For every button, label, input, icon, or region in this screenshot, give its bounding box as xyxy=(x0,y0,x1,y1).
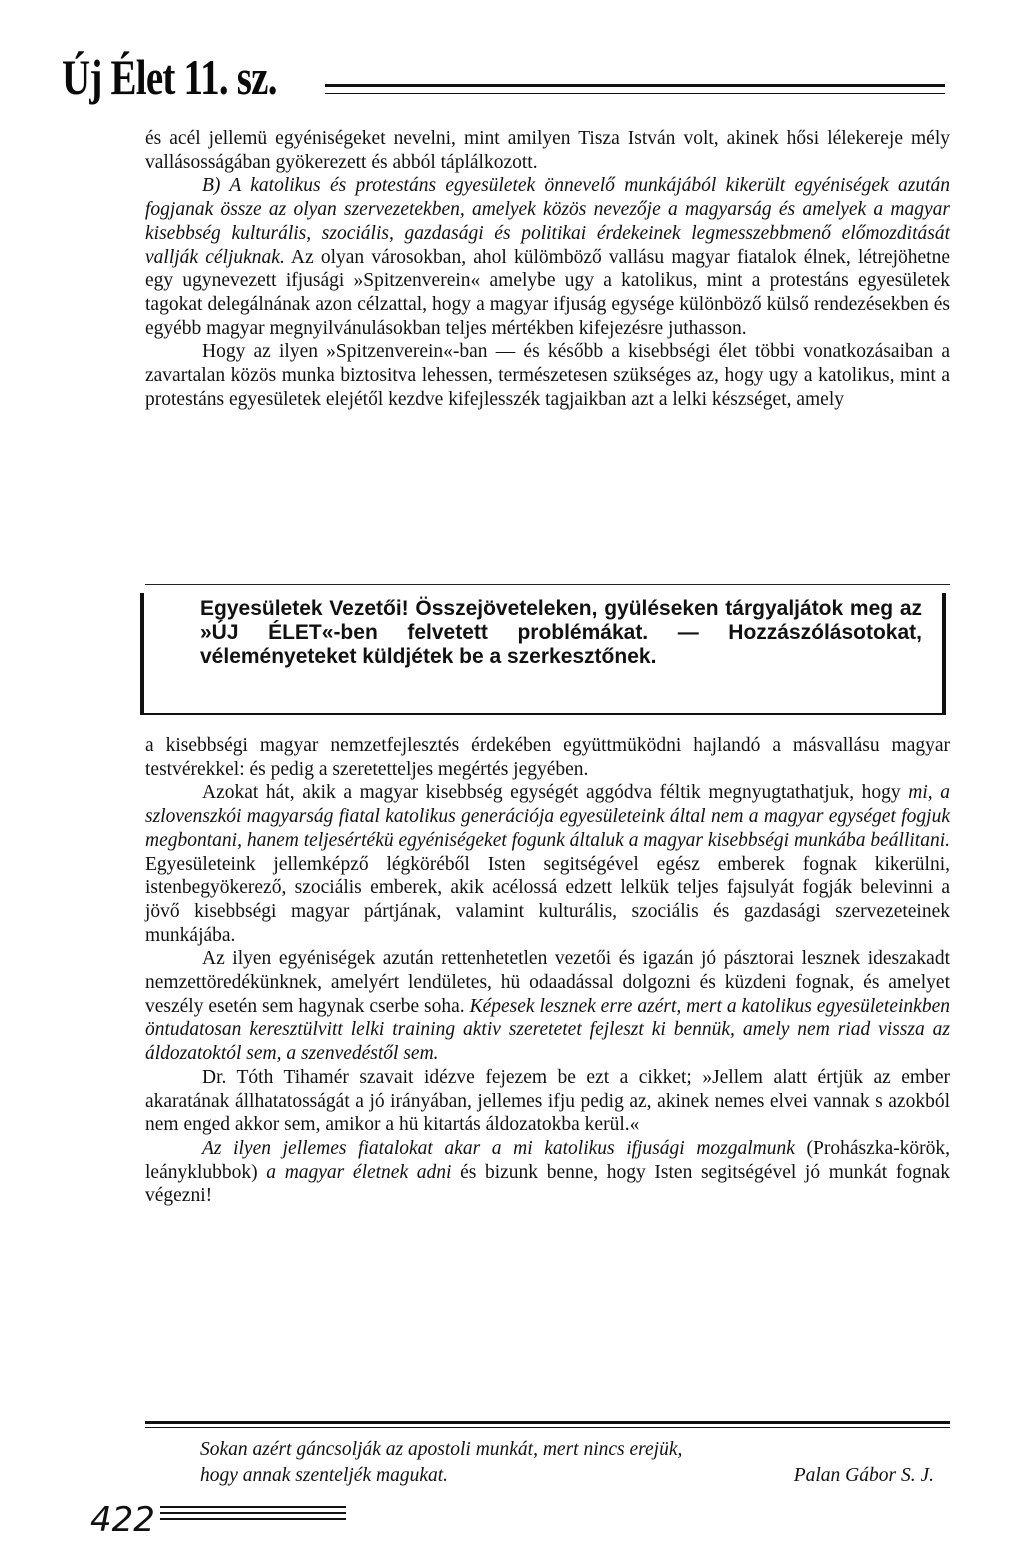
quote-line-2: hogy annak szenteljék magukat. xyxy=(200,1465,449,1486)
paragraph-5-italic: mi, a szlovenszkói magyarság fiatal katolikus generációja egyesületeink által nem a magyar egységet fogjuk megbontani, hanem teljesértékü egyéniségeket fogunk általuk a magyar kisebbségi munkába beállitani. xyxy=(145,782,951,851)
page-number-rules xyxy=(160,1506,346,1524)
page-number: 422 xyxy=(90,1500,155,1540)
paragraph-4: a kisebbségi magyar nemzetfejlesztés érdekében együttmüködni hajlandó a másvallásu magyar testvérekkel: és pedig a szeretetteljes megértés jegyében. xyxy=(145,735,950,780)
paragraph-2 xyxy=(145,174,950,340)
quote-line-2-row xyxy=(200,1463,960,1489)
paragraph-8-italic-2: a magyar életnek adni xyxy=(266,1161,452,1183)
closing-rule xyxy=(145,1421,950,1428)
notice-text: Egyesületek Vezetői! Összejöveteleken, gyüléseken tárgyaljátok meg az »ÚJ ÉLET«-ben felvetett problémákat. — Hozzászólásotokat, véleményeteket küldjétek be a szerkesztőnek. xyxy=(200,597,922,668)
paragraph-8-italic: Az ilyen jellemes fiatalokat akar a mi katolikus ifjusági mozgalmunk xyxy=(202,1137,795,1159)
article-body-top xyxy=(145,127,950,411)
paragraph-5 xyxy=(145,781,950,947)
quote-author: Palan Gábor S. J. xyxy=(793,1465,934,1486)
paragraph-7: Dr. Tóth Tihamér szavait idézve fejezem be ezt a cikket; »Jellem alatt értjük az ember akaratának állhatatosságát a jó irányában, jellemes ifju pedig az, akinek nemes elvei vannak s azokból nem enged akkor sem, amikor a hü kitartás áldozatokba kerül.« xyxy=(145,1066,950,1136)
quote-line-1: Sokan azért gáncsolják az apostoli munkát, mert nincs erejük, xyxy=(200,1439,683,1460)
paragraph-5-text-b: Egyesületeink jellemképző légköréből Isten segitségével egész emberek fognak kikerülni, istenbegyökerező, szociális emberek, akik acélossá edzett lelkük teljes fajsulyát fogják belevinni a jövő kisebbségi magyar pártjának, valamint kulturális, szociális és gazdasági szervezeteinek munkájába. xyxy=(145,853,950,946)
paragraph-2-italic: B) A katolikus és protestáns egyesületek önnevelő munkájából kikerült egyéniségek azután fogjanak össze az olyan szervezetekben, amelyek közös nevezője a magyarság és amelyek a magyar kisebbség kulturális, szociális, gazdasági és politikai érdekeinek legmesszebbmenő előmozditását vallják céljuknak. xyxy=(145,175,950,268)
paragraph-8-text: (Prohászka-körök, leányklubbok) xyxy=(145,1137,951,1183)
masthead-title: Új Élet 11. sz. xyxy=(62,49,277,105)
page-rule-1 xyxy=(160,1506,346,1508)
paragraph-6-text: Az ilyen egyéniségek azután rettenhetetlen vezetői és igazán jó pásztorai lesznek ideszakadt nemzettöredékünknek, amelyért lendületes, hü odaadással dolgozni és küzdeni fognak, és amelyet veszély esetén sem hagynak cserbe soha. xyxy=(145,948,950,1017)
masthead-rule xyxy=(325,84,945,94)
notice-top-rule xyxy=(145,584,950,585)
paragraph-5-text-a: Azokat hát, akik a magyar kisebbség egységét aggódva féltik megnyugtathatjuk, hogy xyxy=(202,782,909,804)
paragraph-6 xyxy=(145,947,950,1066)
paragraph-8-end: és bizunk benne, hogy Isten segitségével jó munkát fognak végezni! xyxy=(145,1161,951,1207)
article-body-bottom xyxy=(145,734,950,1208)
paragraph-1: és acél jellemü egyéniségeket nevelni, mint amilyen Tisza István volt, akinek hősi lélekereje mély vallásosságában gyökerezett és abból táplálkozott. xyxy=(145,128,950,173)
page-rule-2 xyxy=(160,1512,346,1514)
paragraph-6-italic: Képesek lesznek erre azért, mert a katolikus egyesületeinkben öntudatosan keresztülvitt lelki training aktiv szeretetet fejleszt ki bennük, amely nem riad vissza az áldozatoktól sem, a szenvedéstől sem. xyxy=(145,995,950,1065)
paragraph-8 xyxy=(145,1137,950,1208)
paragraph-2-text: Az olyan városokban, ahol külömböző vallásu magyar fiatalok élnek, létrejöhetne egy ugynevezett ifjusági »Spitzenverein« amelybe ugy a katolikus, mint a protestáns egyesületek tagokat delegálnának azon célzattal, hogy a magyar ifjuság egysége különböző külső rendezésekben és egyébb magyar megnyilvánulásokban teljes mértékben kifejezésre juthasson. xyxy=(145,246,950,339)
closing-quote xyxy=(200,1437,960,1489)
page-rule-3 xyxy=(160,1518,346,1520)
paragraph-3: Hogy az ilyen »Spitzenverein«-ban — és később a kisebbségi élet többi vonatkozásaiban a zavartalan közös munka biztositva lehessen, természetesen szükséges az, hogy ugy a katolikus, mint a protestáns egyesületek elejétől kezdve kifejlesszék tagjaikban azt a lelki készséget, amely xyxy=(145,341,950,410)
